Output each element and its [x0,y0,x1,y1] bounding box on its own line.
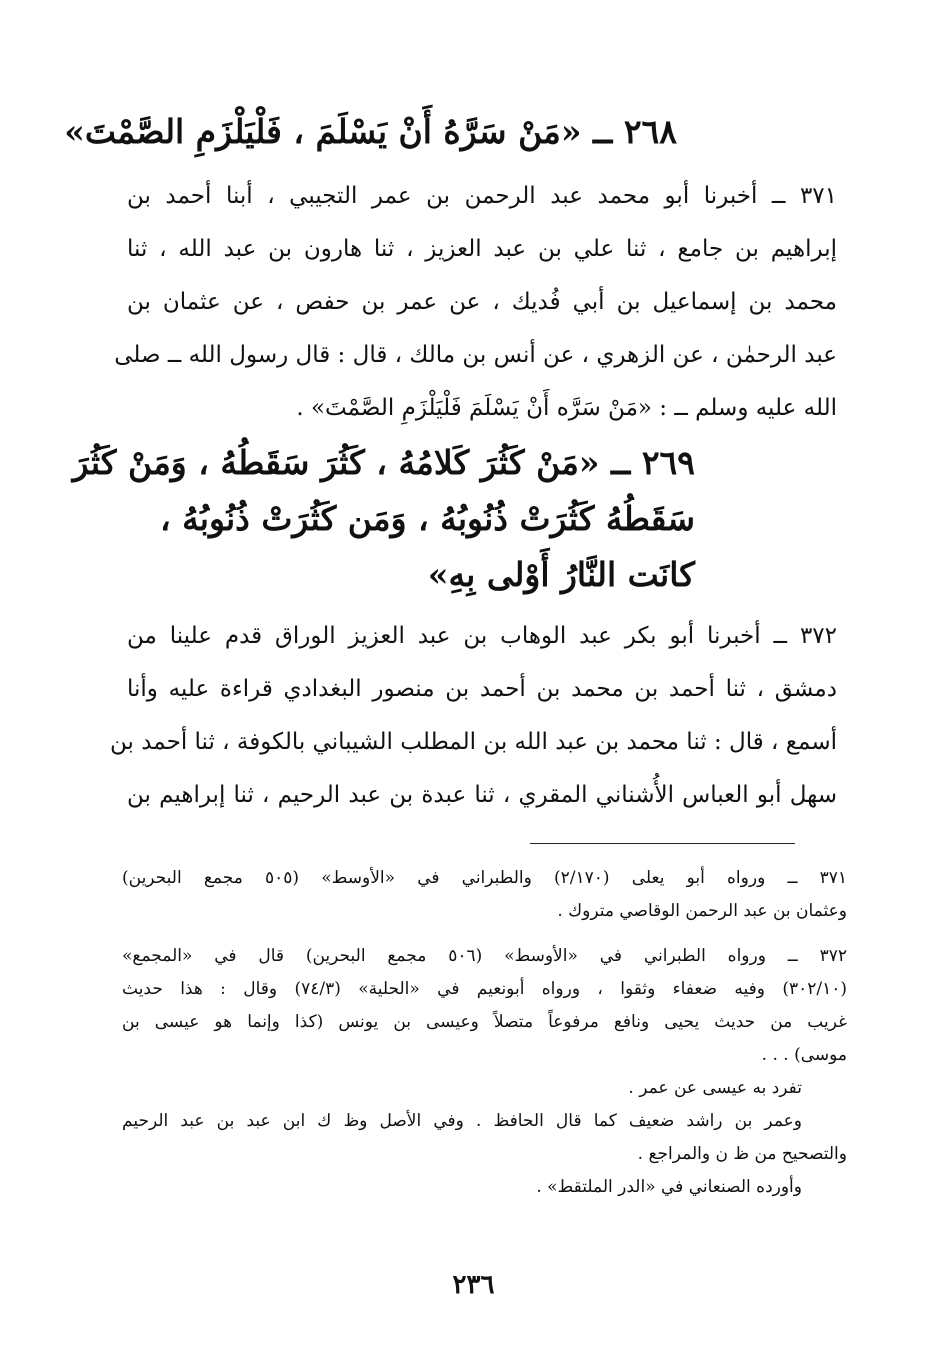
footnote-line: ٣٧١ ــ ورواه أبو يعلى (٢/١٧٠) والطبراني في «الأوسط» (٥٠٥ مجمع البحرين) [122,868,847,888]
narration-line: الله عليه وسلم ــ : «مَنْ سَرَّه أَنْ يَسْلَمَ فَلْيَلْزَمِ الصَّمْتَ» . [296,395,837,421]
hadith-heading-269 [72,435,695,603]
narration-line: ٣٧١ ــ أخبرنا أبو محمد عبد الرحمن بن عمر التجيبي ، أبنا أحمد بن [127,183,837,209]
narration-line: عبد الرحمٰن ، عن الزهري ، عن أنس بن مالك ، قال : قال رسول الله ــ صلى [114,342,837,368]
narration-line: سهل أبو العباس الأُشناني المقري ، ثنا عبدة بن عبد الرحيم ، ثنا إبراهيم بن [127,782,837,808]
footnote-line: ٣٧٢ ــ ورواه الطبراني في «الأوسط» (٥٠٦ مجمع البحرين) قال في «المجمع» [122,946,847,966]
footnote-371 [122,862,847,928]
footnote-line: وعمر بن راشد ضعيف كما قال الحافظ . وفي الأصل وظ ك ابن عبد بن عبد الرحيم [122,1111,802,1131]
narration-line: إبراهيم بن جامع ، ثنا علي بن عبد العزيز ، ثنا هارون بن عبد الله ، ثنا [127,236,837,262]
heading-line: ٢٦٩ ــ «مَنْ كَثُرَ كَلامُهُ ، كَثُرَ سَقَطُهُ ، وَمَنْ كَثُرَ [72,443,695,482]
footnote-separator [530,843,795,844]
hadith-heading-268: ٢٦٨ ــ «مَنْ سَرَّهُ أَنْ يَسْلَمَ ، فَلْيَلْزَمِ الصَّمْتَ» [64,112,677,151]
heading-line: سَقَطُهُ كَثُرَتْ ذُنُوبُهُ ، وَمَن كَثُرَتْ ذُنُوبُهُ ، [159,499,695,538]
page-number: ٢٣٦ [452,1270,495,1300]
narration-paragraph-372 [110,610,837,822]
footnote-372 [122,940,847,1204]
footnote-line: موسى) . . . [761,1045,847,1065]
footnote-line: وأورده الصنعاني في «الدر الملتقط» . [536,1177,802,1197]
footnote-line: غريب من حديث يحيى ونافع مرفوعاً متصلاً وعيسى بن يونس (كذا وإنما هو عيسى بن [122,1012,847,1032]
footnote-line: (٣٠٢/١٠) وفيه ضعفاء وثقوا ، ورواه أبونعيم في «الحلية» (٧٤/٣) وقال : هذا حديث [122,979,847,999]
narration-paragraph-371 [114,170,837,435]
narration-line: دمشق ، ثنا أحمد بن محمد بن أحمد بن منصور البغدادي قراءة عليه وأنا [127,676,837,702]
narration-line: محمد بن إسماعيل بن أبي فُديك ، عن عمر بن حفص ، عن عثمان بن [127,289,837,315]
footnote-line: تفرد به عيسى عن عمر . [628,1078,802,1098]
narration-line: ٣٧٢ ــ أخبرنا أبو بكر عبد الوهاب بن عبد العزيز الوراق قدم علينا من [127,623,837,649]
footnote-line: والتصحيح من ظ ن والمراجع . [637,1144,847,1164]
footnote-line: وعثمان بن عبد الرحمن الوقاصي متروك . [557,901,847,921]
narration-line: أسمع ، قال : ثنا محمد بن عبد الله بن المطلب الشيباني بالكوفة ، ثنا أحمد بن [110,729,837,755]
heading-line: كانَت النَّارُ أَوْلى بِهِ» [427,555,695,594]
